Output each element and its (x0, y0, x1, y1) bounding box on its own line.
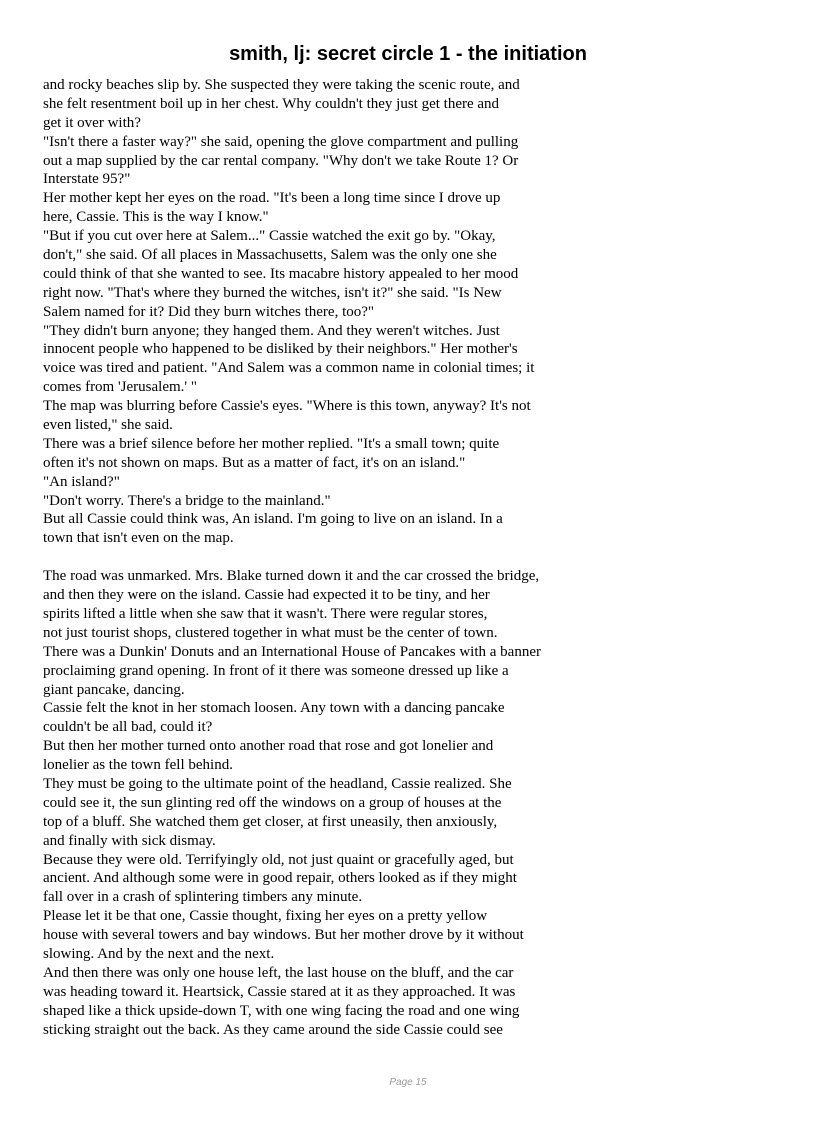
text-line: They must be going to the ultimate point of the headland, Cassie realized. She (43, 775, 512, 792)
text-line: voice was tired and patient. "And Salem was a common name in colonial times; it (43, 360, 535, 377)
text-line: innocent people who happened to be disliked by their neighbors." Her mother's (43, 341, 518, 358)
text-line: Salem named for it? Did they burn witches there, too?" (43, 303, 375, 320)
text-line: get it over with? (43, 114, 141, 131)
text-line: The road was unmarked. Mrs. Blake turned down it and the car crossed the bridge, (43, 568, 540, 585)
text-line: here, Cassie. This is the way I know." (43, 209, 269, 226)
text-line: and rocky beaches slip by. She suspected they were taking the scenic route, and (43, 77, 520, 93)
text-line: she felt resentment boil up in her chest. Why couldn't they just get there and (43, 95, 500, 112)
text-line: slowing. And by the next and the next. (43, 945, 275, 962)
text-line: comes from 'Jerusalem.' " (43, 379, 197, 396)
text-line: Interstate 95?" (43, 171, 131, 188)
text-line: house with several towers and bay windows. But her mother drove by it without (43, 927, 524, 944)
text-line: don't," she said. Of all places in Massachusetts, Salem was the only one she (43, 247, 497, 264)
page-title: smith, lj: secret circle 1 - the initiation (229, 43, 587, 65)
text-line: But all Cassie could think was, An island. I'm going to live on an island. In a (43, 511, 503, 528)
text-line: right now. "That's where they burned the witches, isn't it?" she said. "Is New (43, 284, 502, 301)
text-line: was heading toward it. Heartsick, Cassie stared at it as they approached. It was (43, 983, 516, 1000)
text-line: even listed," she said. (43, 417, 173, 434)
text-line: often it's not shown on maps. But as a matter of fact, it's on an island." (43, 454, 466, 471)
text-line: "They didn't burn anyone; they hanged them. And they weren't witches. Just (43, 322, 500, 339)
text-line: There was a Dunkin' Donuts and an International House of Pancakes with a banner (43, 643, 541, 660)
text-line: Cassie felt the knot in her stomach loosen. Any town with a dancing pancake (43, 700, 505, 717)
text-line: ancient. And although some were in good repair, others looked as if they might (43, 870, 517, 887)
text-line: The map was blurring before Cassie's eyes. "Where is this town, anyway? It's not (43, 398, 531, 415)
text-line: town that isn't even on the map. (43, 530, 234, 547)
text-line: top of a bluff. She watched them get closer, at first uneasily, then anxiously, (43, 813, 498, 830)
text-line: not just tourist shops, clustered together in what must be the center of town. (43, 624, 498, 641)
text-line: couldn't be all bad, could it? (43, 719, 213, 736)
text-line: Her mother kept her eyes on the road. "It's been a long time since I drove up (43, 190, 501, 207)
text-line: out a map supplied by the car rental company. "Why don't we take Route 1? Or (43, 152, 519, 169)
text-line: shaped like a thick upside-down T, with one wing facing the road and one wing (43, 1002, 520, 1019)
text-line: could think of that she wanted to see. Its macabre history appealed to her mood (43, 265, 519, 282)
page-number: Page 15 (389, 1077, 427, 1088)
text-line: Please let it be that one, Cassie thought, fixing her eyes on a pretty yellow (43, 908, 488, 925)
text-line: lonelier as the town fell behind. (43, 757, 233, 774)
paragraph-break (43, 548, 793, 567)
text-line: And then there was only one house left, the last house on the bluff, and the car (43, 964, 514, 981)
text-line: could see it, the sun glinting red off the windows on a group of houses at the (43, 794, 502, 811)
text-line: giant pancake, dancing. (43, 681, 185, 698)
text-line: Because they were old. Terrifyingly old, not just quaint or gracefully aged, but (43, 851, 514, 868)
text-line: There was a brief silence before her mother replied. "It's a small town; quite (43, 435, 500, 452)
text-line: "Isn't there a faster way?" she said, opening the glove compartment and pulling (43, 133, 519, 150)
text-line: "An island?" (43, 473, 120, 490)
body-text (43, 76, 793, 1039)
text-line: fall over in a crash of splintering timbers any minute. (43, 889, 363, 906)
text-line: spirits lifted a little when she saw that it wasn't. There were regular stores, (43, 605, 488, 622)
text-line: and finally with sick dismay. (43, 832, 216, 849)
text-line: proclaiming grand opening. In front of it there was someone dressed up like a (43, 662, 509, 679)
text-line: sticking straight out the back. As they came around the side Cassie could see (43, 1021, 503, 1038)
text-line: and then they were on the island. Cassie had expected it to be tiny, and her (43, 587, 490, 604)
text-line: But then her mother turned onto another road that rose and got lonelier and (43, 738, 494, 755)
text-line: "But if you cut over here at Salem..." Cassie watched the exit go by. "Okay, (43, 228, 496, 245)
text-line: "Don't worry. There's a bridge to the mainland." (43, 492, 331, 509)
